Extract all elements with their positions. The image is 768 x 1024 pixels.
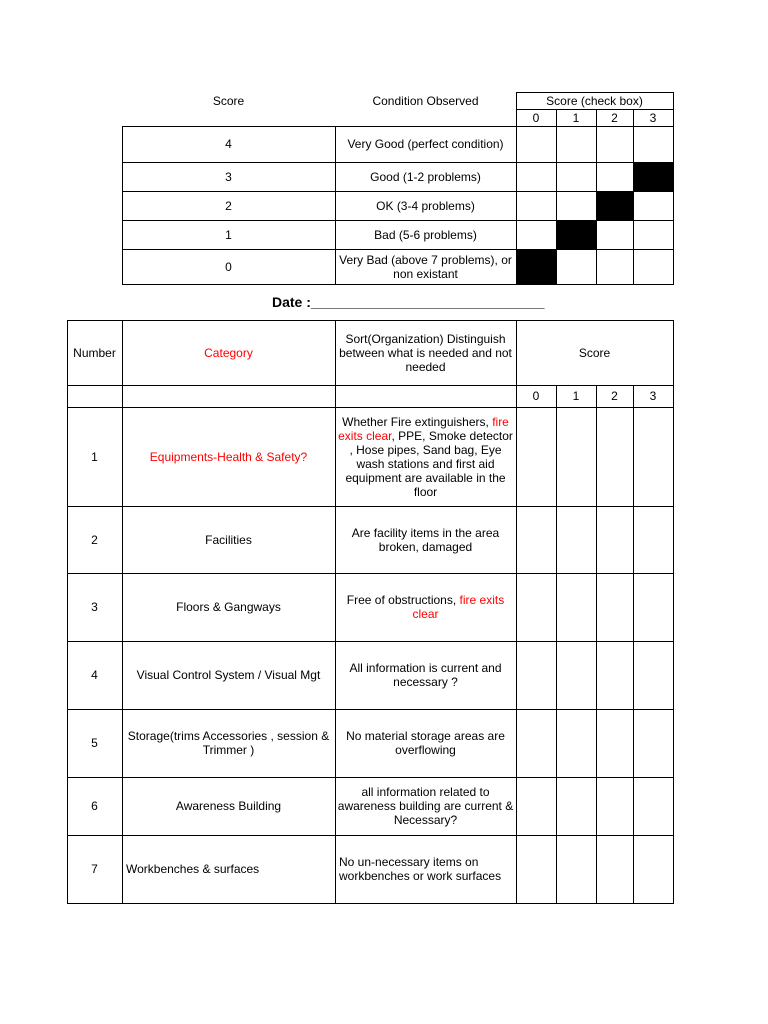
score-checkbox-cell[interactable] [597,836,633,903]
description-part: , PPE, Smoke detector , Hose pipes, Sand bag, Eye wash stations and first aid equipment are available in the floor [345,428,513,499]
score-checkbox-cell[interactable] [557,710,596,777]
description-text [337,526,514,554]
description-part: No material storage areas are overflowing [346,729,505,757]
score-checkbox-cell[interactable] [557,836,596,903]
row-number: 3 [91,600,98,614]
score-checkbox-cell[interactable] [634,836,673,903]
score-checkbox-cell[interactable] [517,836,556,903]
score-checkbox-cell[interactable] [597,507,633,573]
row-description [337,709,514,777]
grid-line [67,903,674,904]
score-checkbox-cell[interactable] [557,778,596,835]
legend-score-header: Score [212,94,245,108]
score-checkbox-cell[interactable] [557,408,596,506]
highlight-text: fire exits clear [338,414,509,443]
grid-line [516,92,517,127]
legend-score-col-label: 2 [611,111,618,125]
description-text [339,855,514,883]
header-score: Score [578,345,611,360]
header-category: Category [204,345,253,360]
description-text [337,415,514,499]
legend-check-mark [596,191,634,221]
legend-check-mark [516,249,557,285]
legend-score-col-label: 3 [649,111,657,125]
legend-score-value: 1 [225,227,232,242]
description-part: No un-necessary items on workbenches or work surfaces [339,855,502,883]
legend-score-value: 3 [225,169,232,184]
description-part: All information is current and necessary ? [349,661,502,689]
row-description [337,777,514,835]
description-text [337,729,514,757]
date-field[interactable]: Date :______________________________ [272,294,545,310]
legend-condition-text: OK (3-4 problems) [376,198,475,213]
row-description [337,835,514,903]
legend-condition-text: Good (1-2 problems) [370,169,481,184]
score-checkbox-cell[interactable] [634,507,673,573]
grid-line [335,126,336,285]
row-number: 4 [91,668,98,682]
score-col-label: 0 [532,389,540,403]
score-col-label: 3 [649,389,657,403]
description-part: Whether Fire extinguishers, [342,414,493,429]
legend-score-value: 2 [225,198,232,213]
row-description [337,506,514,573]
grid-line [673,126,674,285]
grid-line [673,92,674,127]
header-sort: Sort(Organization) Distinguish between what is needed and not needed [339,331,512,374]
row-number: 6 [91,799,98,813]
grid-line [596,110,597,127]
score-checkbox-cell[interactable] [597,574,633,641]
grid-line [516,109,674,110]
score-checkbox-cell[interactable] [517,710,556,777]
row-description [337,641,514,709]
score-col-label: 1 [572,389,580,403]
score-checkbox-cell[interactable] [517,778,556,835]
grid-line [122,284,674,285]
description-text [337,593,514,621]
description-part: all information related to awareness building are current & Necessary? [337,785,514,827]
score-checkbox-cell[interactable] [634,408,673,506]
score-checkbox-cell[interactable] [634,642,673,709]
legend-score-col-label: 0 [532,111,540,125]
score-checkbox-cell[interactable] [597,408,633,506]
score-checkbox-cell[interactable] [557,574,596,641]
row-category: Floors & Gangways [176,600,281,614]
score-checkbox-cell[interactable] [634,778,673,835]
row-description [337,407,514,506]
legend-check-mark [556,220,597,250]
row-number: 2 [91,532,98,547]
row-category: Visual Control System / Visual Mgt [136,668,321,682]
legend-checkbox-header: Score (check box) [546,94,643,108]
score-checkbox-cell[interactable] [634,574,673,641]
description-text [337,785,514,827]
score-checkbox-cell[interactable] [634,710,673,777]
row-category: Workbenches & surfaces [126,862,260,876]
description-part: Free of obstructions, [346,593,460,607]
score-checkbox-cell[interactable] [517,507,556,573]
row-category: Storage(trims Accessories , session & Trimmer ) [127,729,330,757]
highlight-text: fire exits clear [412,593,505,621]
score-checkbox-cell[interactable] [517,574,556,641]
score-checkbox-cell[interactable] [597,642,633,709]
score-checkbox-cell[interactable] [597,778,633,835]
legend-score-col-label: 1 [572,111,580,125]
description-text [337,661,514,689]
score-col-label: 2 [611,389,618,403]
legend-check-mark [633,162,674,192]
row-description [337,573,514,641]
row-number: 7 [91,862,98,876]
legend-condition-header: Condition Observed [372,94,479,108]
score-checkbox-cell[interactable] [557,507,596,573]
grid-line [556,110,557,127]
legend-condition-text: Very Bad (above 7 problems), or non existant [339,252,512,281]
row-category: Facilities [205,532,252,547]
grid-line [633,110,634,127]
grid-line [516,92,674,93]
row-category: Awareness Building [175,799,282,813]
legend-condition-text: Bad (5-6 problems) [374,227,477,242]
score-checkbox-cell[interactable] [517,642,556,709]
row-number: 1 [91,449,98,464]
legend-score-value: 4 [225,137,232,151]
row-number: 5 [91,736,98,750]
score-checkbox-cell[interactable] [517,408,556,506]
legend-condition-text: Very Good (perfect condition) [347,137,504,151]
legend-score-value: 0 [225,259,232,274]
score-checkbox-cell[interactable] [597,710,633,777]
score-checkbox-cell[interactable] [557,642,596,709]
header-number: Number [73,345,116,360]
description-part: Are facility items in the area broken, damaged [351,525,500,554]
row-category: Equipments-Health & Safety? [149,449,308,464]
